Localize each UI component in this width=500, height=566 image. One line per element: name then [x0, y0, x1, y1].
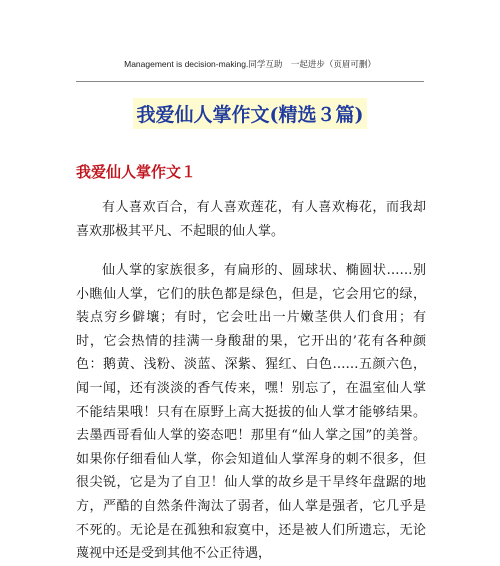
- document-title: 我爱仙人掌作文(精选３篇): [133, 98, 368, 129]
- header-divider: [76, 81, 424, 82]
- body-paragraph-1-container: [76, 196, 426, 243]
- body-paragraph: 有人喜欢百合，有人喜欢莲花，有人喜欢梅花，而我却喜欢那极其平凡、不起眼的仙人掌。: [76, 200, 426, 239]
- body-paragraph-2-container: [76, 259, 426, 566]
- title-container: [0, 98, 500, 129]
- body-paragraph: 仙人掌的家族很多，有扁形的、圆球状、椭圆状……别小瞧仙人掌，它们的肤色都是绿色，但是，它会用它的绿，装点穷乡僻壤；有时，它会吐出一片嫩茎供人们食用；有时，它会热情的挂满一身酸甜的果，它开出的’花有各种颜色：鹅黄、浅粉、淡蓝、深紫、猩红、白色……五颜六色，闻一闻，还有淡淡的香气传来，嘿！别忘了，在温室仙人掌不能结果哦！只有在原野上高大挺拔的仙人掌才能够结果。去墨西哥看仙人掌的姿态吧！那里有“仙人掌之国”的美誉。如果你仔细看仙人掌，你会知道仙人掌浑身的刺不很多，但很尖锐，它是为了自卫！仙人掌的故乡是干旱终年盘踞的地方，严酷的自然条件淘汰了弱者，仙人掌是强者，它几乎是不死的。无论是在孤独和寂寞中，还是被人们所遗忘，无论蔑视中还是受到其他不公正待遇，: [76, 263, 426, 562]
- section-heading: 我爱仙人掌作文１: [76, 163, 197, 181]
- page-header: Management is decision-making.同学互助 一起进步（页眉可删）: [124, 59, 376, 69]
